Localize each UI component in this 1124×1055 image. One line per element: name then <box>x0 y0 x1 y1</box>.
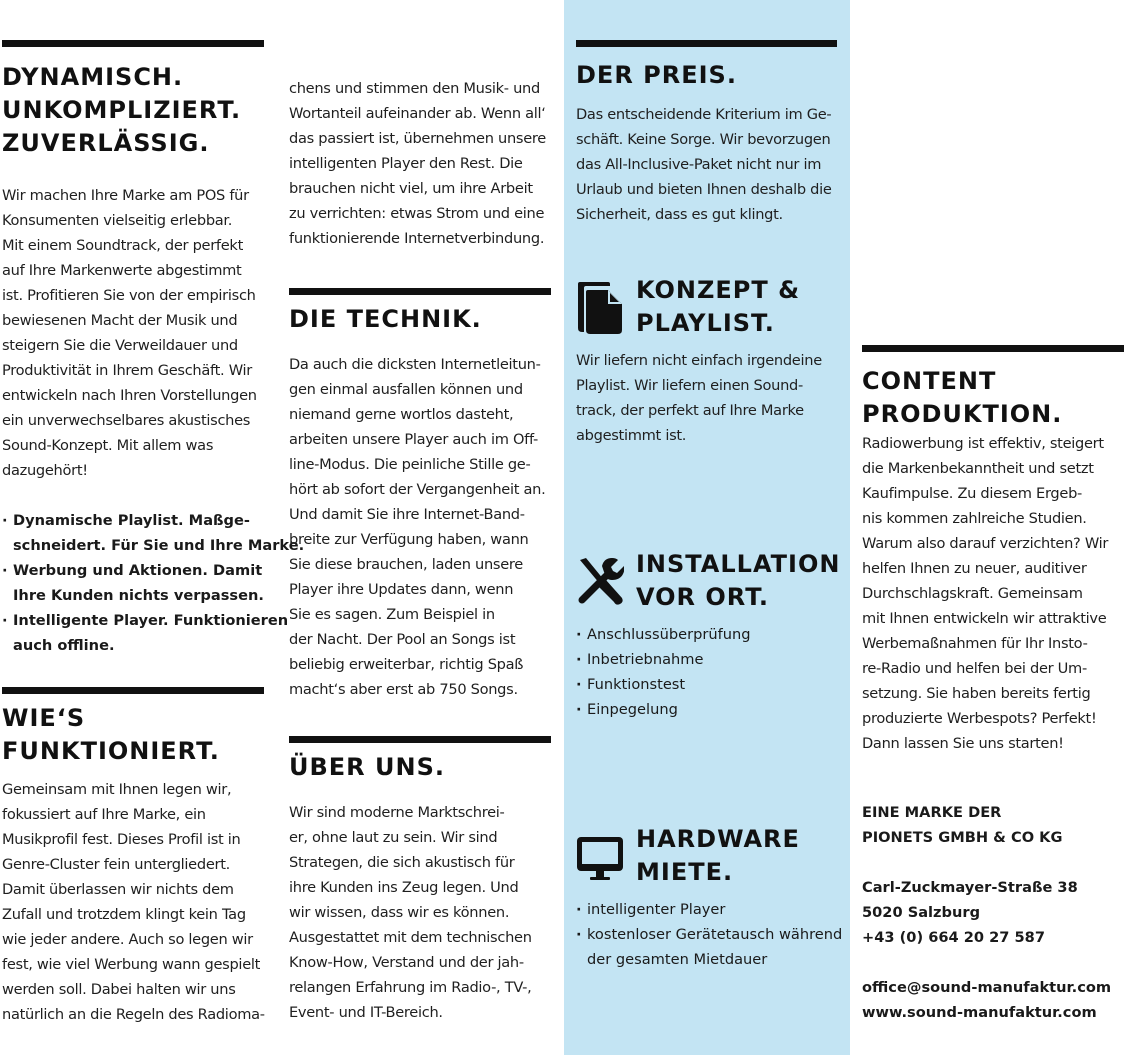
text-line: die Markenbekanntheit und setzt <box>862 460 1094 477</box>
text-line: Genre-Cluster fein untergliedert. <box>2 856 230 873</box>
text-line: Know-How, Verstand und der jah- <box>289 954 524 971</box>
heading-wies <box>2 702 264 768</box>
text-line: helfen Ihnen zu neuer, auditiver <box>862 560 1087 577</box>
text-line: Konsumenten vielseitig erlebbar. <box>2 212 233 229</box>
body-konzept <box>576 348 837 448</box>
text-line: macht‘s aber erst ab 750 Songs. <box>289 681 518 698</box>
text-line: Strategen, die sich akustisch für <box>289 854 515 871</box>
heading-content <box>862 365 1124 431</box>
heading-technik <box>289 303 551 336</box>
list-item: · Werbung und Aktionen. Damit Ihre Kunden nichts verpassen. <box>2 558 264 608</box>
heading-preis <box>576 59 837 92</box>
text-line: Durchschlagskraft. Gemeinsam <box>862 585 1083 602</box>
body-ueber-uns <box>289 800 551 1025</box>
text-line: breite zur Verfügung haben, wann <box>289 531 529 548</box>
heading-line: ÜBER UNS. <box>289 753 445 781</box>
text-line: werden soll. Dabei halten wir uns <box>2 981 236 998</box>
heading-line: CONTENT <box>862 367 997 395</box>
heading-hardware <box>636 823 800 889</box>
text-line: Musikprofil fest. Dieses Profil ist in <box>2 831 241 848</box>
text-line: Event- und IT-Bereich. <box>289 1004 443 1021</box>
text-line: line-Modus. Die peinliche Stille ge- <box>289 456 531 473</box>
text-line: setzung. Sie haben bereits fertig <box>862 685 1091 702</box>
heading-line: UNKOMPLIZIERT. <box>2 96 242 124</box>
text-line: wir wissen, dass wir es können. <box>289 904 510 921</box>
column-3-highlight <box>564 0 850 1055</box>
text-line: Sicherheit, dass es gut klingt. <box>576 206 783 223</box>
heading-line: MIETE. <box>636 858 734 886</box>
text-line: Werbemaßnahmen für Ihr Insto- <box>862 635 1088 652</box>
section-wies <box>2 687 264 1027</box>
text-line: Dann lassen Sie uns starten! <box>862 735 1064 752</box>
text-line: Zufall und trotzdem klingt kein Tag <box>2 906 246 923</box>
heading-line: DIE TECHNIK. <box>289 305 482 333</box>
heading-line: DYNAMISCH. <box>2 63 184 91</box>
list-item: · Inbetriebnahme <box>576 647 837 672</box>
section-rule <box>2 40 264 47</box>
heading-installation <box>636 548 840 614</box>
section-technik <box>289 288 551 702</box>
text-line: Wir machen Ihre Marke am POS für <box>2 187 249 204</box>
text-line: entwickeln nach Ihren Vorstellungen <box>2 387 257 404</box>
body-preis <box>576 102 837 227</box>
text-line: bewiesenen Macht der Musik und <box>2 312 238 329</box>
text-line: fest, wie viel Werbung wann gespielt <box>2 956 261 973</box>
address-city: 5020 Salzburg <box>862 904 981 921</box>
section-dynamisch <box>2 40 305 658</box>
address-street: Carl-Zuckmayer-Straße 38 <box>862 879 1078 896</box>
body-wies <box>2 777 264 1027</box>
text-line: brauchen nicht viel, um ihre Arbeit <box>289 180 533 197</box>
list-item: · Anschlussüberprüfung <box>576 622 837 647</box>
text-line: Sound-Konzept. Mit allem was <box>2 437 214 454</box>
column-2 <box>289 0 551 1055</box>
text-line: fokussiert auf Ihre Marke, ein <box>2 806 206 823</box>
text-line: Radiowerbung ist effektiv, steigert <box>862 435 1104 452</box>
text-line: hört ab sofort der Vergangenheit an. <box>289 481 546 498</box>
email-link[interactable]: office@sound-manufaktur.com <box>862 979 1112 996</box>
heading-line: DER PREIS. <box>576 61 737 89</box>
text-line: Wir liefern nicht einfach irgendeine <box>576 352 822 369</box>
list-item: · intelligenter Player <box>576 897 837 922</box>
brand-line: EINE MARKE DER <box>862 804 1002 821</box>
phone-number: +43 (0) 664 20 27 587 <box>862 929 1045 946</box>
list-item: · Funktionstest <box>576 672 837 697</box>
text-line: das passiert ist, übernehmen unsere <box>289 130 546 147</box>
text-line: ein unverwechselbares akustisches <box>2 412 251 429</box>
text-line: das All-Inclusive-Paket nicht nur im <box>576 156 822 173</box>
text-line: Da auch die dicksten Internetleitun- <box>289 356 541 373</box>
text-line: track, der perfekt auf Ihre Marke <box>576 402 804 419</box>
column-1 <box>2 0 305 1055</box>
heading-line: PRODUKTION. <box>862 400 1063 428</box>
text-line: auf Ihre Markenwerte abgestimmt <box>2 262 242 279</box>
text-line: Gemeinsam mit Ihnen legen wir, <box>2 781 232 798</box>
text-line: der Nacht. Der Pool an Songs ist <box>289 631 516 648</box>
text-line: Sie es sagen. Zum Beispiel in <box>289 606 495 623</box>
body-content <box>862 431 1124 756</box>
text-line: dazugehört! <box>2 462 88 479</box>
document-icon <box>576 276 624 334</box>
text-line: nis kommen zahlreiche Studien. <box>862 510 1087 527</box>
text-line: Und damit Sie ihre Internet-Band- <box>289 506 525 523</box>
list-item: · Einpegelung <box>576 697 837 722</box>
text-line: Das entscheidende Kriterium im Ge- <box>576 106 832 123</box>
heading-line: WIE‘S <box>2 704 86 732</box>
text-line: er, ohne laut zu sein. Wir sind <box>289 829 498 846</box>
text-line: Urlaub und bieten Ihnen deshalb die <box>576 181 832 198</box>
hardware-list <box>576 897 843 972</box>
text-line: schäft. Keine Sorge. Wir bevorzugen <box>576 131 831 148</box>
heading-line: ZUVERLÄSSIG. <box>2 129 210 157</box>
text-line: Ausgestattet mit dem technischen <box>289 929 532 946</box>
text-line: funktionierende Internetverbindung. <box>289 230 545 247</box>
column-4 <box>862 0 1124 1055</box>
text-line: intelligenten Player den Rest. Die <box>289 155 523 172</box>
text-line: relangen Erfahrung im Radio-, TV-, <box>289 979 532 996</box>
section-rule <box>576 40 837 47</box>
installation-list <box>576 622 837 722</box>
heading-dynamisch <box>2 61 264 160</box>
section-rule <box>289 736 551 743</box>
list-item: · Dynamische Playlist. Maßge- schneidert. Für Sie und Ihre Marke. <box>2 508 264 558</box>
section-rule <box>289 288 551 295</box>
list-item: · kostenloser Gerätetausch während der gesamten Mietdauer <box>576 922 837 972</box>
text-line: natürlich an die Regeln des Radioma- <box>2 1006 265 1023</box>
text-line: Playlist. Wir liefern einen Sound- <box>576 377 803 394</box>
section-rule <box>862 345 1124 352</box>
text-line: Damit überlassen wir nichts dem <box>2 881 234 898</box>
heading-line: FUNKTIONIERT. <box>2 737 220 765</box>
text-line: Wortanteil aufeinander ab. Wenn all‘ <box>289 105 546 122</box>
text-line: zu verrichten: etwas Strom und eine <box>289 205 545 222</box>
text-line: Kaufimpulse. Zu diesem Ergeb- <box>862 485 1082 502</box>
section-installation <box>576 550 841 722</box>
text-line: abgestimmt ist. <box>576 427 687 444</box>
section-preis <box>576 40 837 227</box>
heading-line: KONZEPT & <box>636 276 801 304</box>
section-rule <box>2 687 264 694</box>
heading-line: PLAYLIST. <box>636 309 775 337</box>
heading-line: INSTALLATION <box>636 550 841 578</box>
text-line: niemand gerne wortlos dasteht, <box>289 406 514 423</box>
monitor-icon <box>576 825 624 883</box>
list-item: · Intelligente Player. Funktionieren auch offline. <box>2 608 264 658</box>
section-konzept <box>576 276 837 448</box>
text-line: chens und stimmen den Musik- und <box>289 80 540 97</box>
heading-line: VOR ORT. <box>636 583 770 611</box>
body-dynamisch <box>2 183 264 483</box>
heading-konzept <box>636 274 800 340</box>
text-line: Wir sind moderne Marktschrei- <box>289 804 505 821</box>
text-line: gen einmal ausfallen können und <box>289 381 523 398</box>
text-line: ist. Profitieren Sie von der empirisch <box>2 287 256 304</box>
text-line: mit Ihnen entwickeln wir attraktive <box>862 610 1107 627</box>
text-line: Mit einem Soundtrack, der perfekt <box>2 237 244 254</box>
text-line: arbeiten unsere Player auch im Off- <box>289 431 539 448</box>
text-line: Sie diese brauchen, laden unsere <box>289 556 523 573</box>
text-line: beliebig erweiterbar, richtig Spaß <box>289 656 524 673</box>
text-line: Warum also darauf verzichten? Wir <box>862 535 1109 552</box>
heading-ueber-uns <box>289 751 551 784</box>
brand-line: PIONETS GMBH & CO KG <box>862 829 1063 846</box>
text-line: wie jeder andere. Auch so legen wir <box>2 931 253 948</box>
section-hardware <box>576 825 843 972</box>
website-link[interactable]: www.sound-manufaktur.com <box>862 1004 1097 1021</box>
text-line: Player ihre Updates dann, wenn <box>289 581 514 598</box>
tools-icon <box>576 550 624 608</box>
text-line: steigern Sie die Verweildauer und <box>2 337 238 354</box>
contact-block <box>862 800 1124 1025</box>
section-ueber-uns <box>289 736 551 1025</box>
section-content <box>862 345 1124 756</box>
text-line: re-Radio und helfen bei der Um- <box>862 660 1087 677</box>
body-continued <box>289 76 551 251</box>
text-line: produzierte Werbespots? Perfekt! <box>862 710 1097 727</box>
feature-list <box>2 508 305 658</box>
body-technik <box>289 352 551 702</box>
text-line: Produktivität in Ihrem Geschäft. Wir <box>2 362 252 379</box>
heading-line: HARDWARE <box>636 825 800 853</box>
text-line: ihre Kunden ins Zeug legen. Und <box>289 879 519 896</box>
